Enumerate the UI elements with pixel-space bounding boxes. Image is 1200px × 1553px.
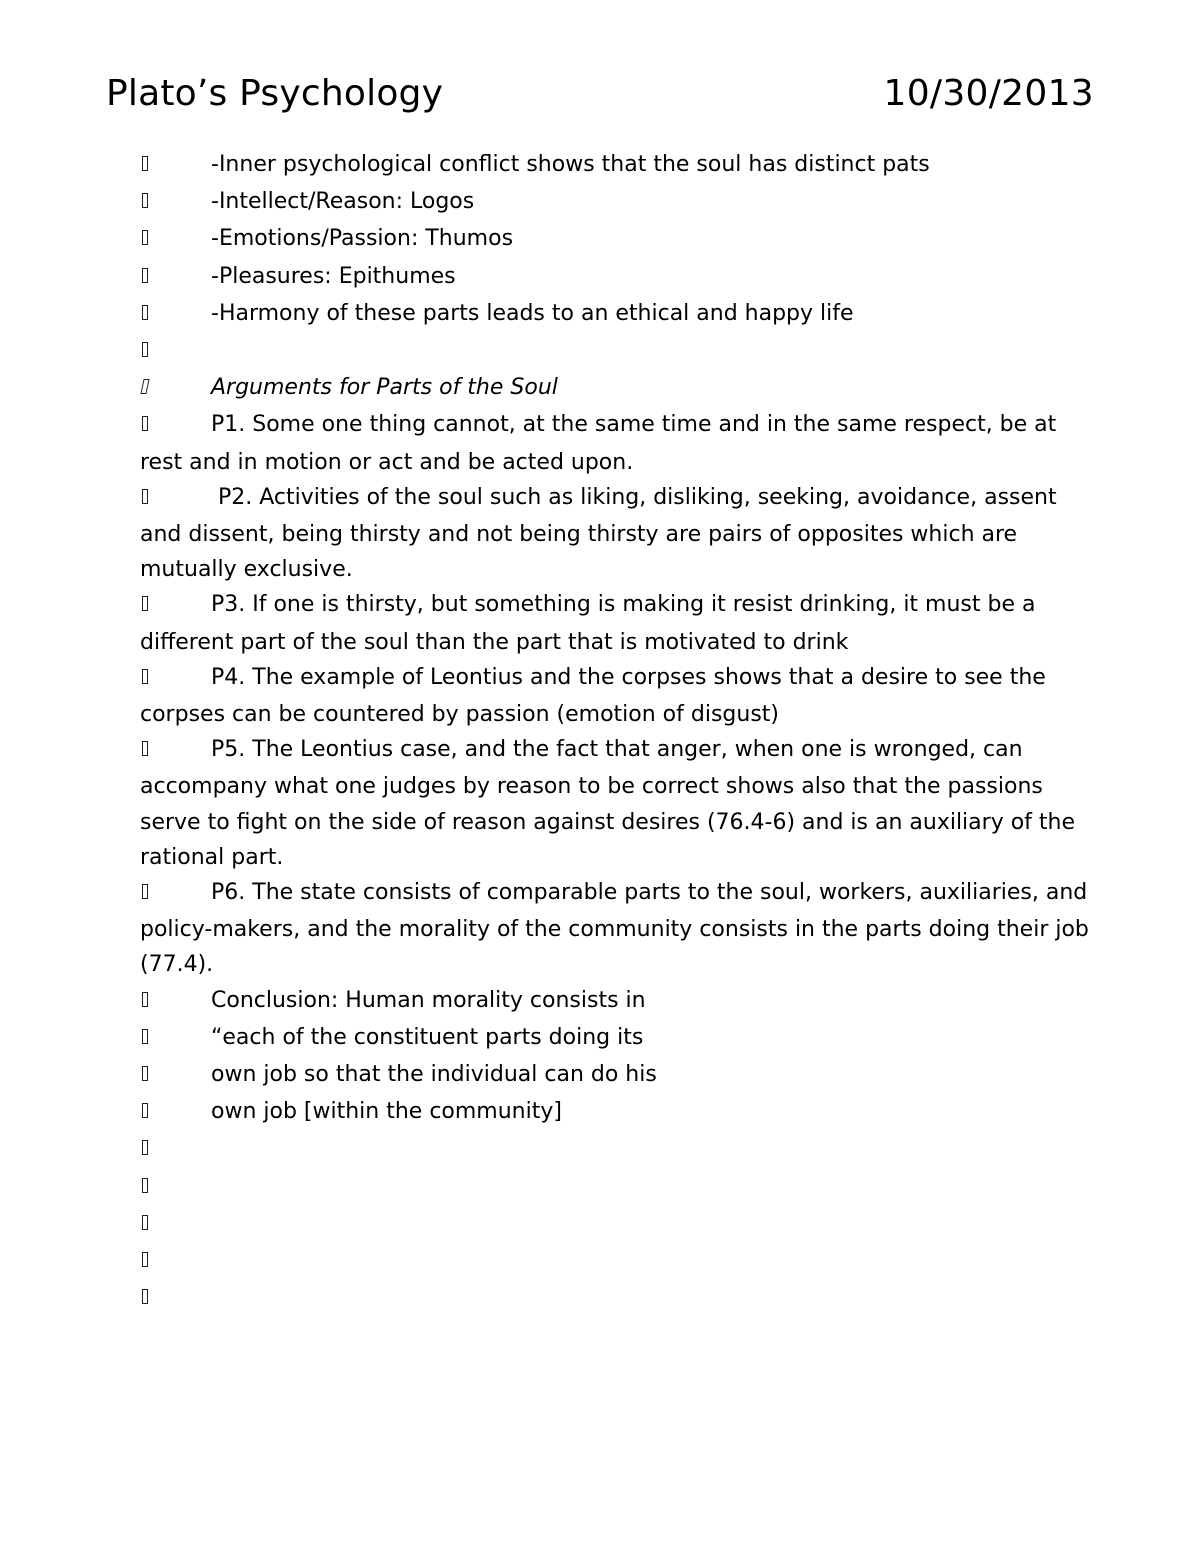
list-item [140,296,1100,333]
document-date: 10/30/2013 [883,73,1094,114]
document-title: Plato’s Psychology [106,73,444,114]
list-item [140,732,1100,875]
missing-glyph-box-icon [140,875,211,912]
missing-glyph-box-icon [140,1020,211,1057]
missing-glyph-box-icon [140,1243,211,1280]
document-body [140,147,1100,1318]
missing-glyph-box-icon [140,407,211,444]
list-item [140,259,1100,296]
list-item [140,1280,1100,1317]
missing-glyph-box-icon [140,370,211,407]
missing-glyph-box-icon [140,660,211,697]
missing-glyph-box-icon [140,983,211,1020]
list-item-text: Conclusion: Human morality consists in [211,987,646,1013]
missing-glyph-box-icon [140,333,211,370]
missing-glyph-box-icon [140,732,211,769]
missing-glyph-box-icon [140,147,211,184]
missing-glyph-box-icon [140,1169,211,1206]
list-item-text: -Intellect/Reason: Logos [211,189,475,215]
missing-glyph-box-icon [140,587,211,624]
list-item-text: own job so that the individual can do his [211,1062,657,1088]
list-item-text: -Emotions/Passion: Thumos [211,226,514,252]
list-item [140,480,1100,588]
missing-glyph-box-icon [140,1057,211,1094]
section-heading-text: Arguments for Parts of the Soul [211,375,558,401]
list-item-text: P2. Activities of the soul such as liking, disliking, seeking, avoidance, assent and dissent, being thirsty and not being thirsty are pairs of opposites which are mutually exclusive. [140,484,1064,583]
list-item [140,1131,1100,1168]
missing-glyph-box-icon [140,1094,211,1131]
missing-glyph-box-icon [140,221,211,258]
list-item [140,875,1100,983]
section-heading [140,370,1100,407]
list-item [140,1206,1100,1243]
missing-glyph-box-icon [140,296,211,333]
list-item [140,184,1100,221]
list-item-text: P3. If one is thirsty, but something is making it resist drinking, it must be a different part of the soul than the part that is motivated to drink [140,592,1043,655]
missing-glyph-box-icon [140,1280,211,1317]
list-item-text: own job [within the community] [211,1099,562,1125]
list-item [140,147,1100,184]
list-item [140,660,1100,732]
missing-glyph-box-icon [140,1131,211,1168]
list-item-text: “each of the constituent parts doing its [211,1024,644,1050]
list-item [140,333,1100,370]
list-item [140,587,1100,659]
missing-glyph-box-icon [140,259,211,296]
list-item [140,1057,1100,1094]
list-item-text: -Harmony of these parts leads to an ethical and happy life [211,300,854,326]
list-item-text: P5. The Leontius case, and the fact that anger, when one is wronged, can accompany what one judges by reason to be correct shows also that the passions serve to fight on the side of reason against desires (76.4-6) and is an auxiliary of the rational part. [140,737,1083,870]
list-item [140,221,1100,258]
list-item [140,407,1100,479]
missing-glyph-box-icon [140,1206,211,1243]
list-item-text: -Pleasures: Epithumes [211,263,456,289]
missing-glyph-box-icon [140,184,211,221]
list-item [140,983,1100,1020]
document-header [106,70,1094,120]
list-item-text: P6. The state consists of comparable parts to the soul, workers, auxiliaries, and policy-makers, and the morality of the community consists in the parts doing their job (77.4). [140,880,1096,978]
list-item [140,1020,1100,1057]
missing-glyph-box-icon [140,480,211,517]
list-item [140,1094,1100,1131]
list-item-text: P1. Some one thing cannot, at the same time and in the same respect, be at rest and in motion or act and be acted upon. [140,412,1064,475]
list-item-text: -Inner psychological conflict shows that the soul has distinct pats [211,152,930,177]
list-item-text: P4. The example of Leontius and the corpses shows that a desire to see the corpses can be countered by passion (emotion of disgust) [140,664,1053,728]
list-item [140,1169,1100,1206]
list-item [140,1243,1100,1280]
